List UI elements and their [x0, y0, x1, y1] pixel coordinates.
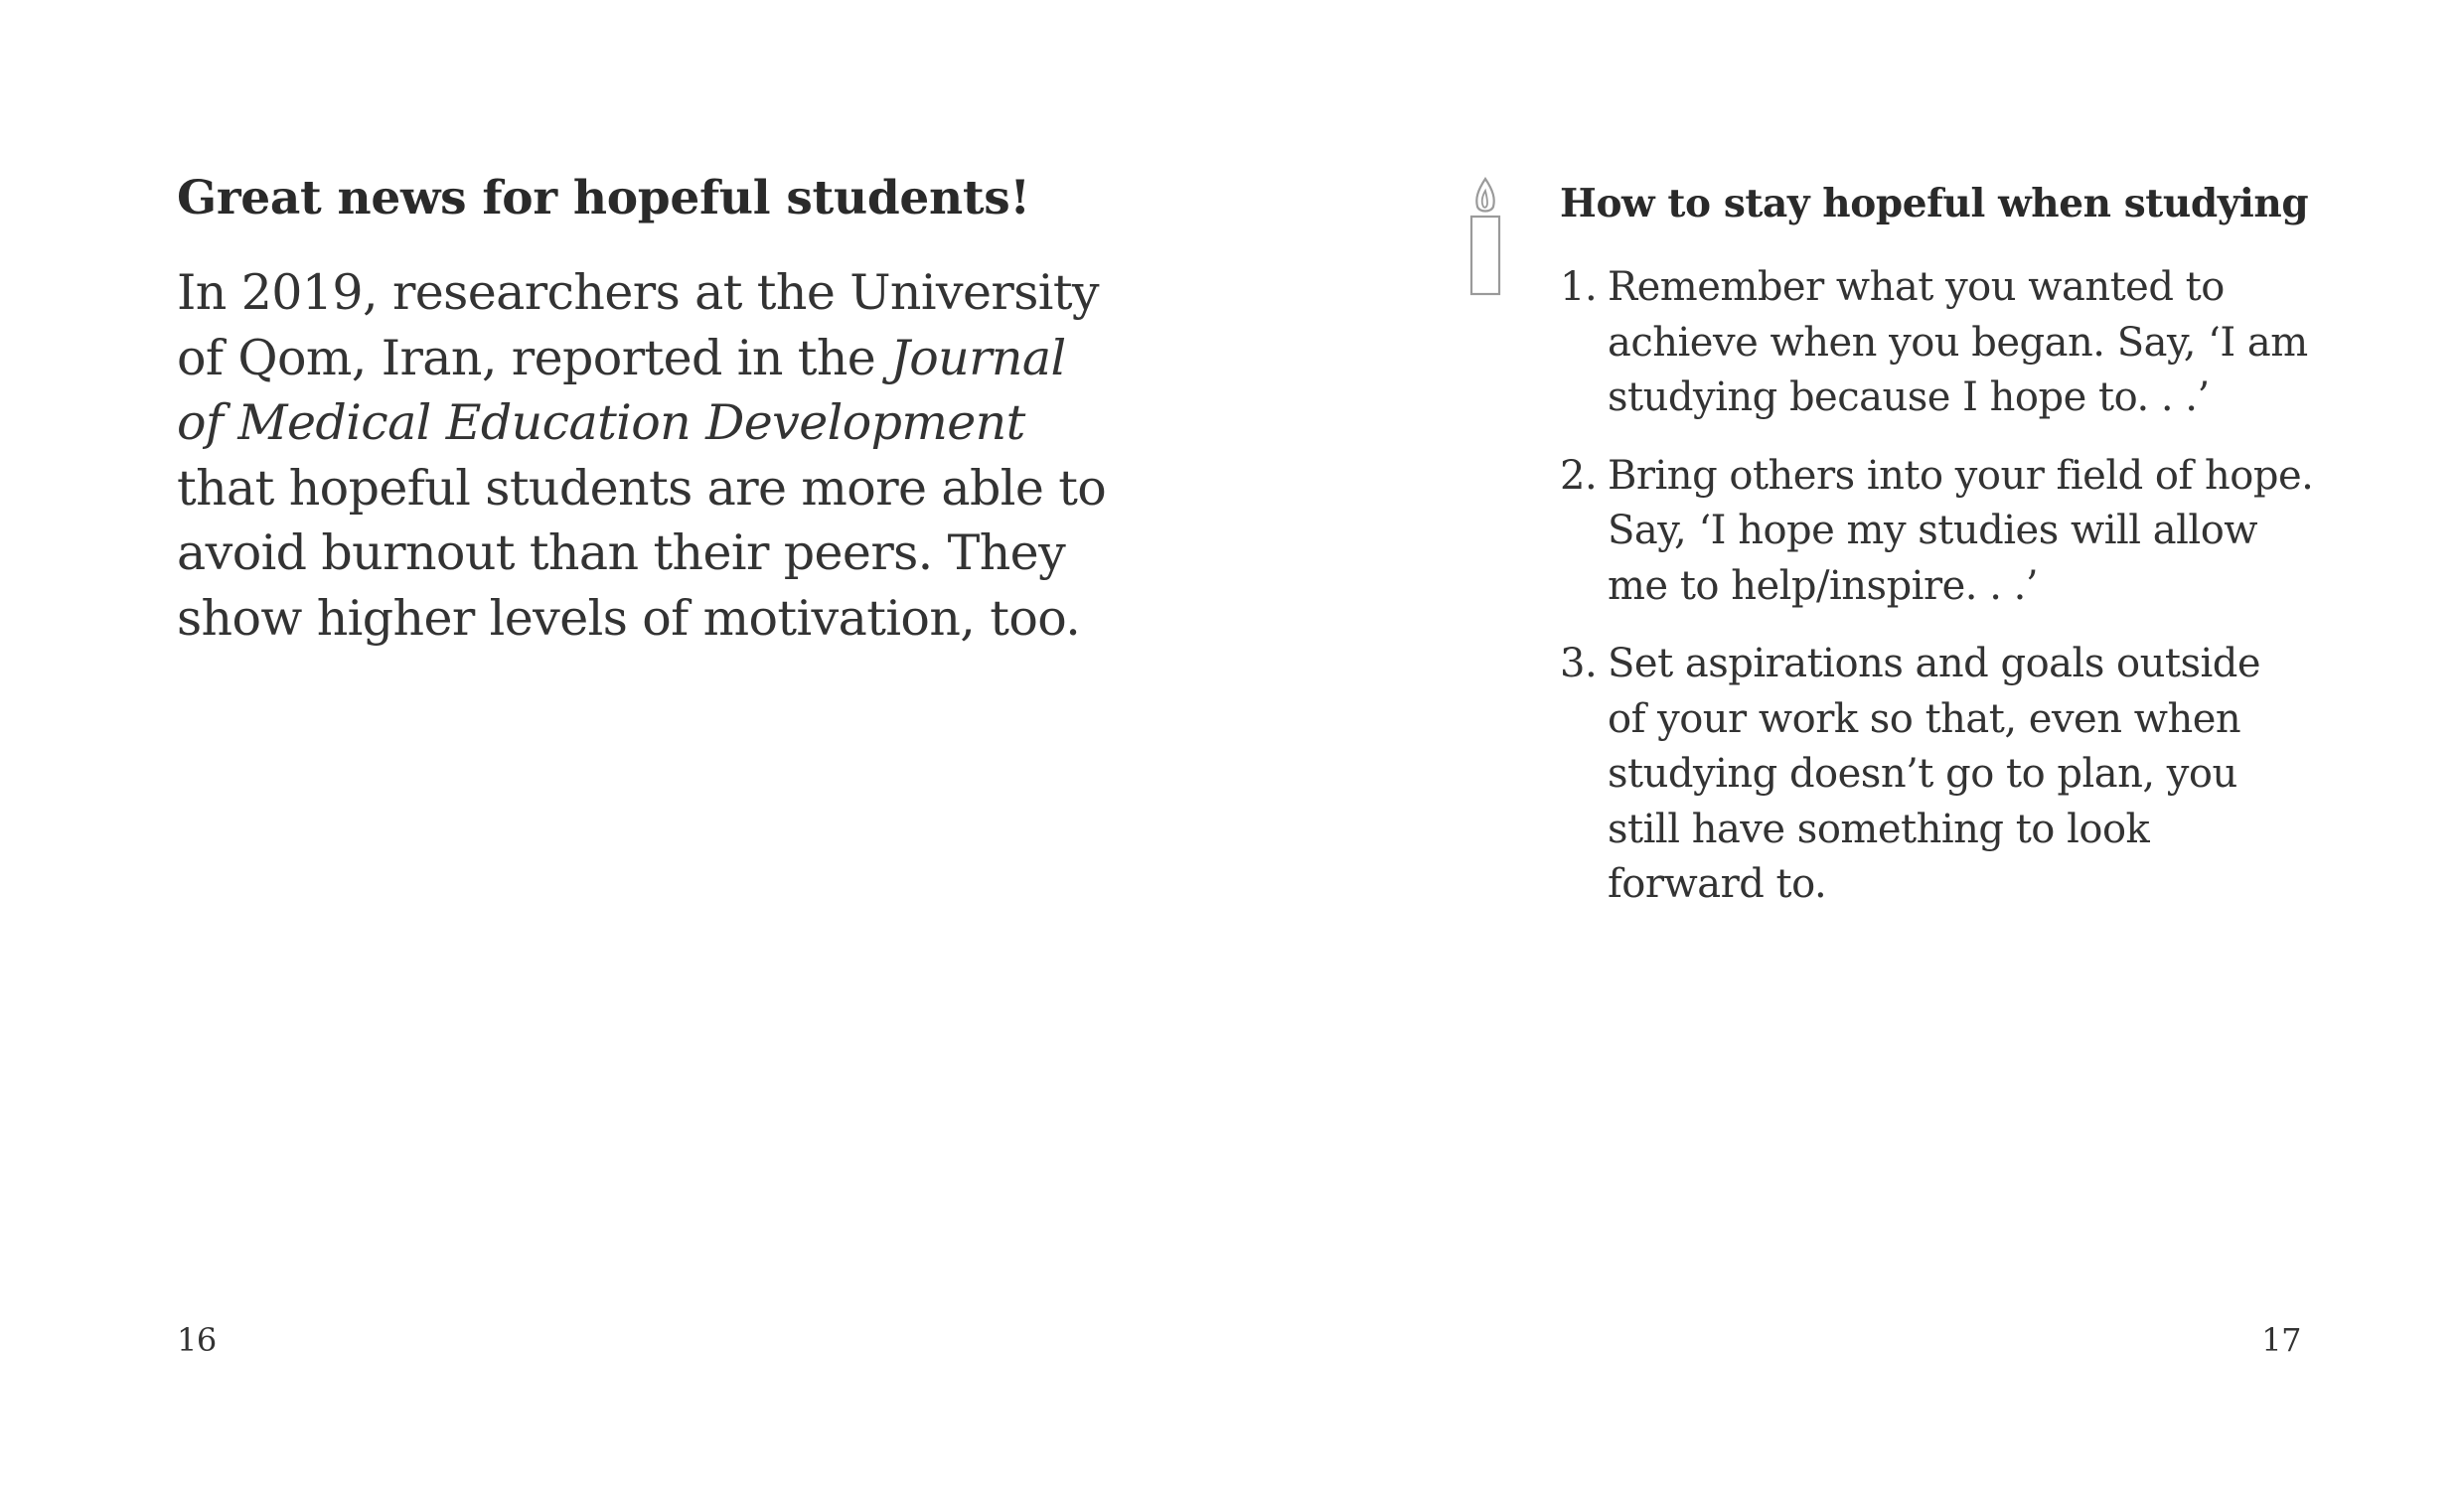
- paragraph-text: of Qom, Iran, reported in the: [177, 329, 891, 386]
- journal-title-part: of Medical Education Development: [177, 394, 1025, 451]
- paragraph-line: [177, 390, 1071, 456]
- page-number-left: 16: [177, 1321, 217, 1359]
- tip-text-line: Say, ‘I hope my studies will allow: [1608, 508, 2258, 553]
- candle-icon: [1465, 177, 1505, 296]
- tip-text-line: achieve when you began. Say, ‘I am: [1608, 319, 2308, 366]
- tips-list: [1560, 260, 2414, 936]
- right-page: [1232, 0, 2464, 1490]
- tip-text-line: studying doesn’t go to plan, you: [1608, 751, 2237, 797]
- paragraph-line: show higher levels of motivation, too.: [177, 589, 1081, 647]
- tip-item: [1560, 637, 2414, 913]
- paragraph-line: In 2019, researchers at the University: [177, 264, 1100, 321]
- tip-number: 3.: [1560, 641, 1598, 686]
- tip-text: [1608, 260, 2414, 426]
- research-paragraph: [177, 260, 1107, 651]
- tip-text-line: studying because I hope to. . .’: [1608, 374, 2210, 420]
- tip-text-line: forward to.: [1608, 861, 1827, 907]
- paragraph-line: [177, 326, 1071, 391]
- paragraph-line: that hopeful students are more able to: [177, 459, 1107, 517]
- tip-number: 2.: [1560, 452, 1598, 499]
- tip-text-line: of your work so that, even when: [1608, 695, 2241, 742]
- tip-text-line: Bring others into your field of hope.: [1608, 452, 2314, 499]
- tip-item: [1560, 260, 2414, 426]
- tips-heading: How to stay hopeful when studying: [1560, 181, 2309, 226]
- tip-number: 1.: [1560, 264, 1598, 310]
- paragraph-line: avoid burnout than their peers. They: [177, 524, 1066, 581]
- tip-text: [1608, 637, 2414, 913]
- tip-text-line: me to help/inspire. . .’: [1608, 562, 2039, 609]
- journal-title-part: Journal: [890, 329, 1066, 386]
- tip-text-line: Set aspirations and goals outside: [1608, 641, 2261, 686]
- tip-text: [1608, 449, 2414, 615]
- tip-text-line: Remember what you wanted to: [1608, 264, 2225, 310]
- tip-text-line: still have something to look: [1608, 806, 2150, 852]
- tip-item: [1560, 449, 2414, 615]
- left-heading: Great news for hopeful students!: [177, 171, 1030, 225]
- page-number-right: 17: [2261, 1321, 2301, 1359]
